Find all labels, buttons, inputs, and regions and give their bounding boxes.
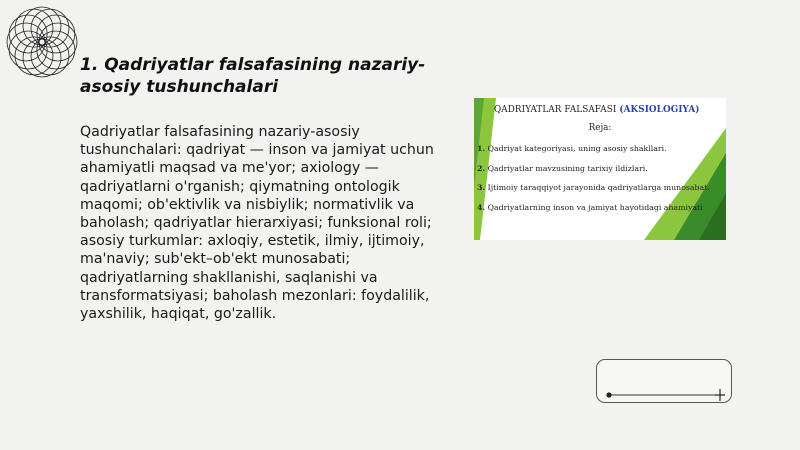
plan-item-number: 4.: [477, 202, 486, 212]
timeline-end-cross-icon[interactable]: [715, 389, 725, 401]
plan-item-number: 2.: [477, 163, 486, 173]
plan-title-accent: (AKSIOLOGIYA): [619, 105, 700, 115]
plan-item: [477, 144, 710, 164]
plan-image-card: [474, 98, 726, 240]
plan-title-text: QADRIYATLAR FALSAFASI: [494, 105, 617, 115]
plan-item-number: 3.: [477, 183, 486, 192]
timeline-start-dot-icon[interactable]: [606, 392, 611, 397]
plan-item: [477, 203, 710, 223]
plan-title: [494, 105, 726, 115]
plan-item-text: Qadriyatlar mavzusining tarixiy ildizlari.: [487, 163, 648, 173]
plan-item: [477, 183, 710, 203]
plan-subtitle: Reja:: [588, 123, 612, 133]
plan-list: [477, 144, 710, 222]
plan-item-number: 1.: [477, 144, 486, 153]
slide-body-text: Qadriyatlar falsafasining nazariy-asosiy tushunchalari: qadriyat — inson va jamiyat uchun ahamiyatli maqsad va me'yor; axiology — qadriyatlarni o'rganish; qiymatning ontologik maqomi; ob'ektivlik va nisbiylik; normativlik va baholash; qadriyatlar hierarxiyasi; funksional roli; asosiy turkumlar: axloqiy, estetik, ilmiy, ijtimoiy, ma'naviy; sub'ekt–ob'ekt munosabati; qadriyatlarning shakllanishi, saqlanishi va transformatsiyasi; baholash mezonlari: foydalilik, yaxshilik, haqiqat, go'zallik.: [80, 124, 434, 323]
plan-item: [477, 164, 710, 184]
plan-item-text: Ijtimoiy taraqqiyot jarayonida qadriyatlarga munosabat.: [487, 183, 710, 192]
slide-title: 1. Qadriyatlar falsafasining nazariy-asosiy tushunchalari: [80, 55, 426, 97]
timeline-widget[interactable]: [596, 359, 732, 403]
rosette-ornament-icon: [4, 4, 80, 80]
plan-item-text: Qadriyat kategoriyasi, uning asosiy shakllari.: [487, 144, 667, 153]
plan-item-text: Qadriyatlarning inson va jamiyat hayotidagi ahamiyati: [487, 202, 703, 212]
